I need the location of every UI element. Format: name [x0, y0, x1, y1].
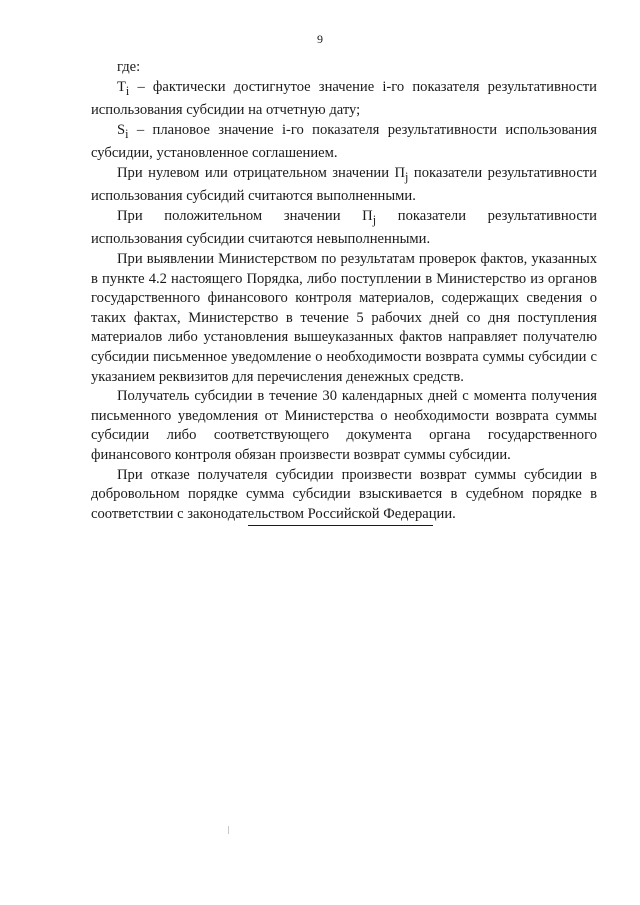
paragraph-si-definition: [91, 121, 597, 164]
scan-artifact: [228, 826, 229, 834]
zero-negative-text-a: При нулевом или отрицательном значении П: [117, 164, 406, 181]
si-subscript: i: [125, 126, 129, 141]
paragraph-ti-definition: [91, 78, 597, 121]
zero-negative-text-b: показатели результативности использования субсидий считаются выполненными.: [91, 164, 597, 205]
si-symbol: S: [117, 121, 126, 138]
si-text: – плановое значение i-го показателя результативности использования субсидии, установленное соглашением.: [91, 121, 597, 162]
document-body: [91, 58, 597, 524]
page-number: 9: [317, 32, 323, 46]
paragraph-positive: [91, 207, 597, 250]
ti-subscript: i: [125, 83, 130, 98]
pj-subscript-2: j: [372, 212, 377, 227]
positive-text-a: При положительном значении П: [117, 207, 373, 224]
paragraph-violations: При выявлении Министерством по результатам проверок фактов, указанных в пункте 4.2 настоящего Порядка, либо поступлении в Министерство из органов государственного финансового контроля материалов, содержащих сведения о таких фактах, Министерство в течение 5 рабочих дней со дня поступления материалов либо установления вышеуказанных фактов направляет получателю субсидии письменное уведомление о необходимости возврата суммы субсидии с указанием реквизитов для перечисления денежных средств.: [91, 250, 597, 385]
ti-symbol: T: [117, 78, 126, 95]
paragraph-court-recovery: При отказе получателя субсидии произвести возврат суммы субсидии в добровольном порядке сумма субсидии взыскивается в судебном порядке в соответствии с законодательством Российской Федерации.: [91, 466, 597, 522]
where-text: где:: [117, 59, 141, 75]
ti-text: – фактически достигнутое значение i-го показателя результативности использования субсидии на отчетную дату;: [91, 78, 597, 119]
paragraph-refund-term: Получатель субсидии в течение 30 календарных дней с момента получения письменного уведомления от Министерства о необходимости возврата суммы субсидии либо соответствующего документа органа государственного финансового контроля обязан произвести возврат суммы субсидии.: [91, 388, 597, 463]
end-rule: [248, 525, 433, 526]
pj-subscript: j: [405, 169, 409, 184]
paragraph-zero-negative: [91, 164, 597, 207]
paragraph-where: [91, 58, 597, 78]
positive-text-b: показатели результативности использования субсидии считаются невыполненными.: [91, 207, 597, 248]
